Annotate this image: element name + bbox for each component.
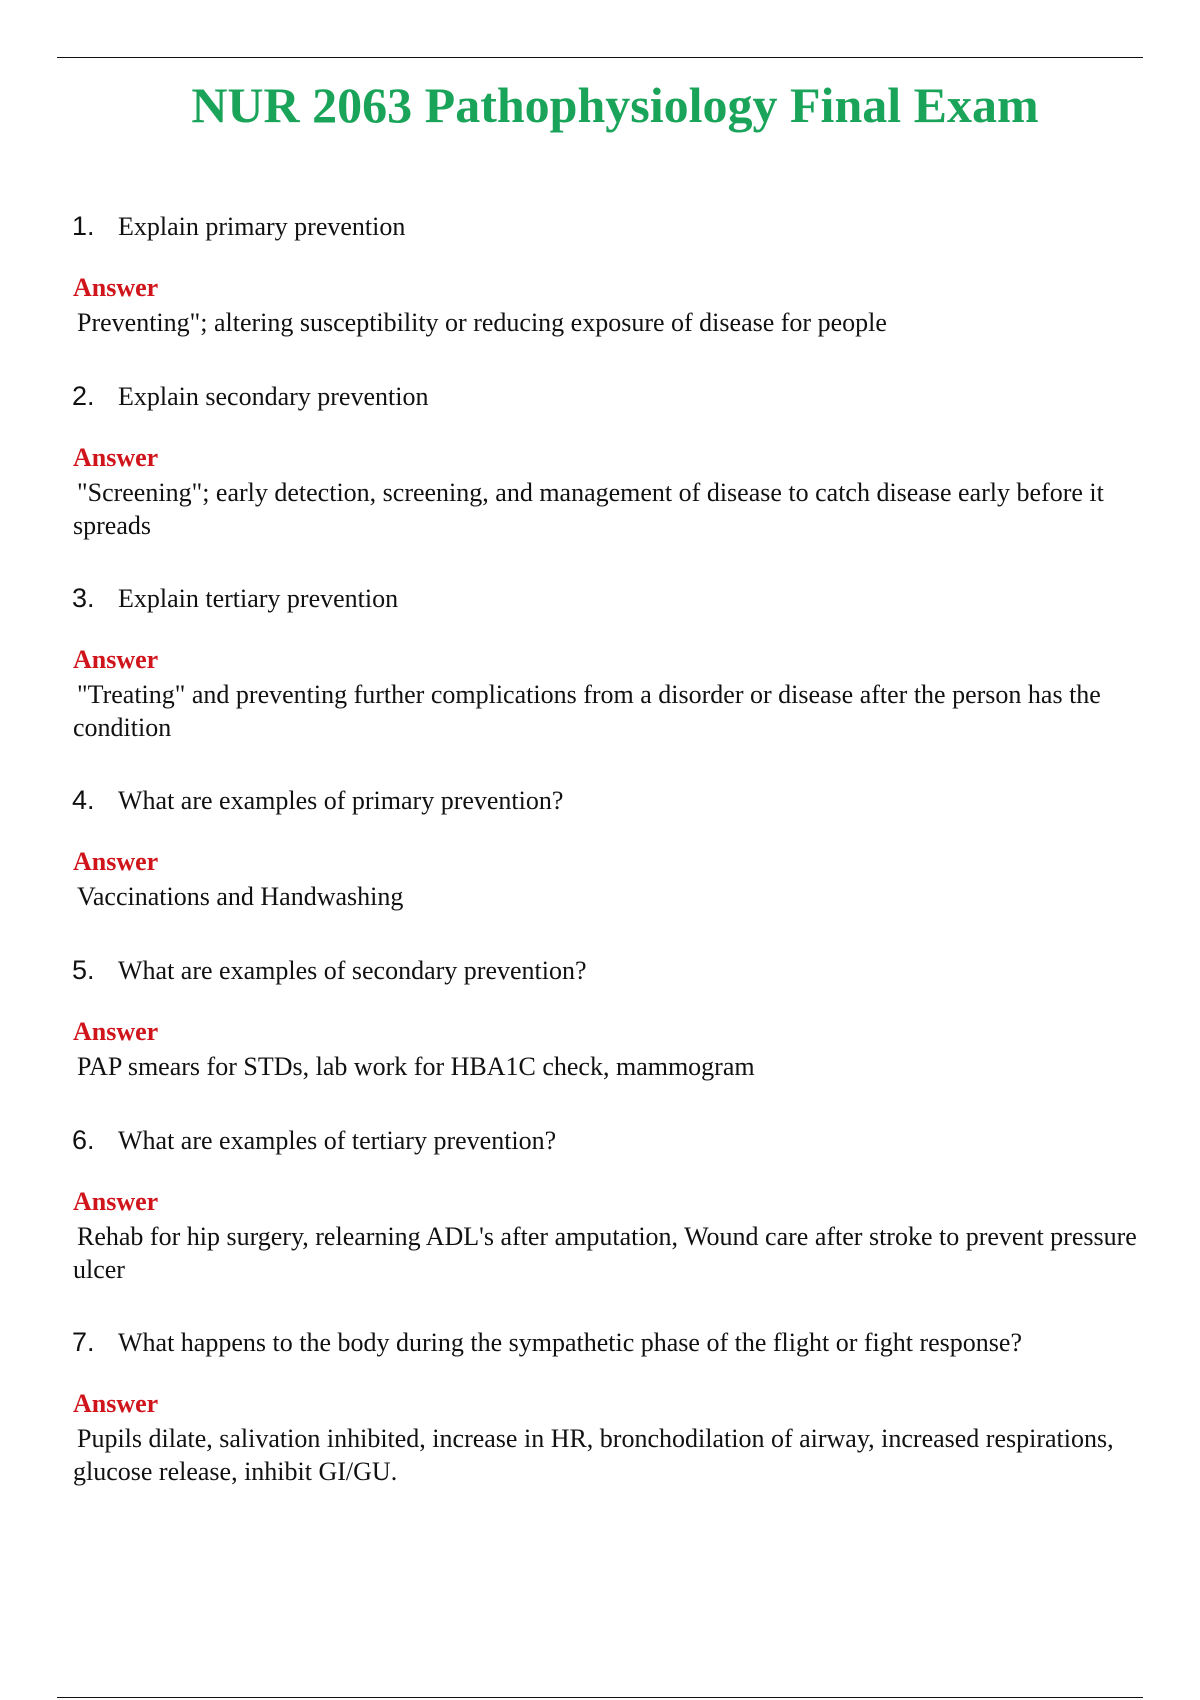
question-text: What are examples of primary prevention? [118, 786, 564, 815]
question [72, 1326, 1022, 1359]
answer-text: Rehab for hip surgery, relearning ADL's after amputation, Wound care after stroke to prevent pressure ulcer [73, 1222, 1137, 1284]
question-text: Explain primary prevention [118, 212, 406, 241]
question-number: 5. [72, 955, 95, 985]
question-text: Explain tertiary prevention [118, 584, 399, 613]
question [72, 1124, 556, 1157]
answer-label: Answer [73, 1389, 159, 1418]
answer-label: Answer [73, 1017, 159, 1046]
page-title: NUR 2063 Pathophysiology Final Exam [191, 77, 1039, 133]
answer-label: Answer [73, 645, 159, 674]
question [72, 582, 398, 615]
question-number: 4. [72, 785, 95, 815]
answer-text: PAP smears for STDs, lab work for HBA1C check, mammogram [77, 1052, 755, 1081]
question-text: What are examples of secondary prevention? [118, 956, 587, 985]
answer-text: Pupils dilate, salivation inhibited, increase in HR, bronchodilation of airway, increased respirations, glucose release, inhibit GI/GU. [73, 1424, 1114, 1486]
question-text: Explain secondary prevention [118, 382, 429, 411]
question [72, 210, 405, 243]
question-number: 7. [72, 1327, 95, 1357]
bottom-rule [57, 1697, 1143, 1698]
question-number: 2. [72, 381, 95, 411]
answer-label: Answer [73, 443, 159, 472]
question [72, 784, 563, 817]
question-number: 6. [72, 1125, 95, 1155]
question-number: 1. [72, 211, 95, 241]
answer-label: Answer [73, 273, 159, 302]
question-text: What happens to the body during the sympathetic phase of the flight or fight response? [118, 1328, 1022, 1357]
question [72, 954, 587, 987]
answer-label: Answer [73, 1187, 159, 1216]
answer-text: "Treating" and preventing further complications from a disorder or disease after the person has the condition [73, 680, 1101, 742]
question [72, 380, 428, 413]
answer-text: "Screening"; early detection, screening, and management of disease to catch disease early before it spreads [73, 478, 1104, 540]
question-number: 3. [72, 583, 95, 613]
answer-text: Vaccinations and Handwashing [77, 882, 404, 911]
answer-label: Answer [73, 847, 159, 876]
top-rule [57, 57, 1143, 58]
question-text: What are examples of tertiary prevention? [118, 1126, 557, 1155]
answer-text: Preventing"; altering susceptibility or reducing exposure of disease for people [77, 308, 887, 337]
